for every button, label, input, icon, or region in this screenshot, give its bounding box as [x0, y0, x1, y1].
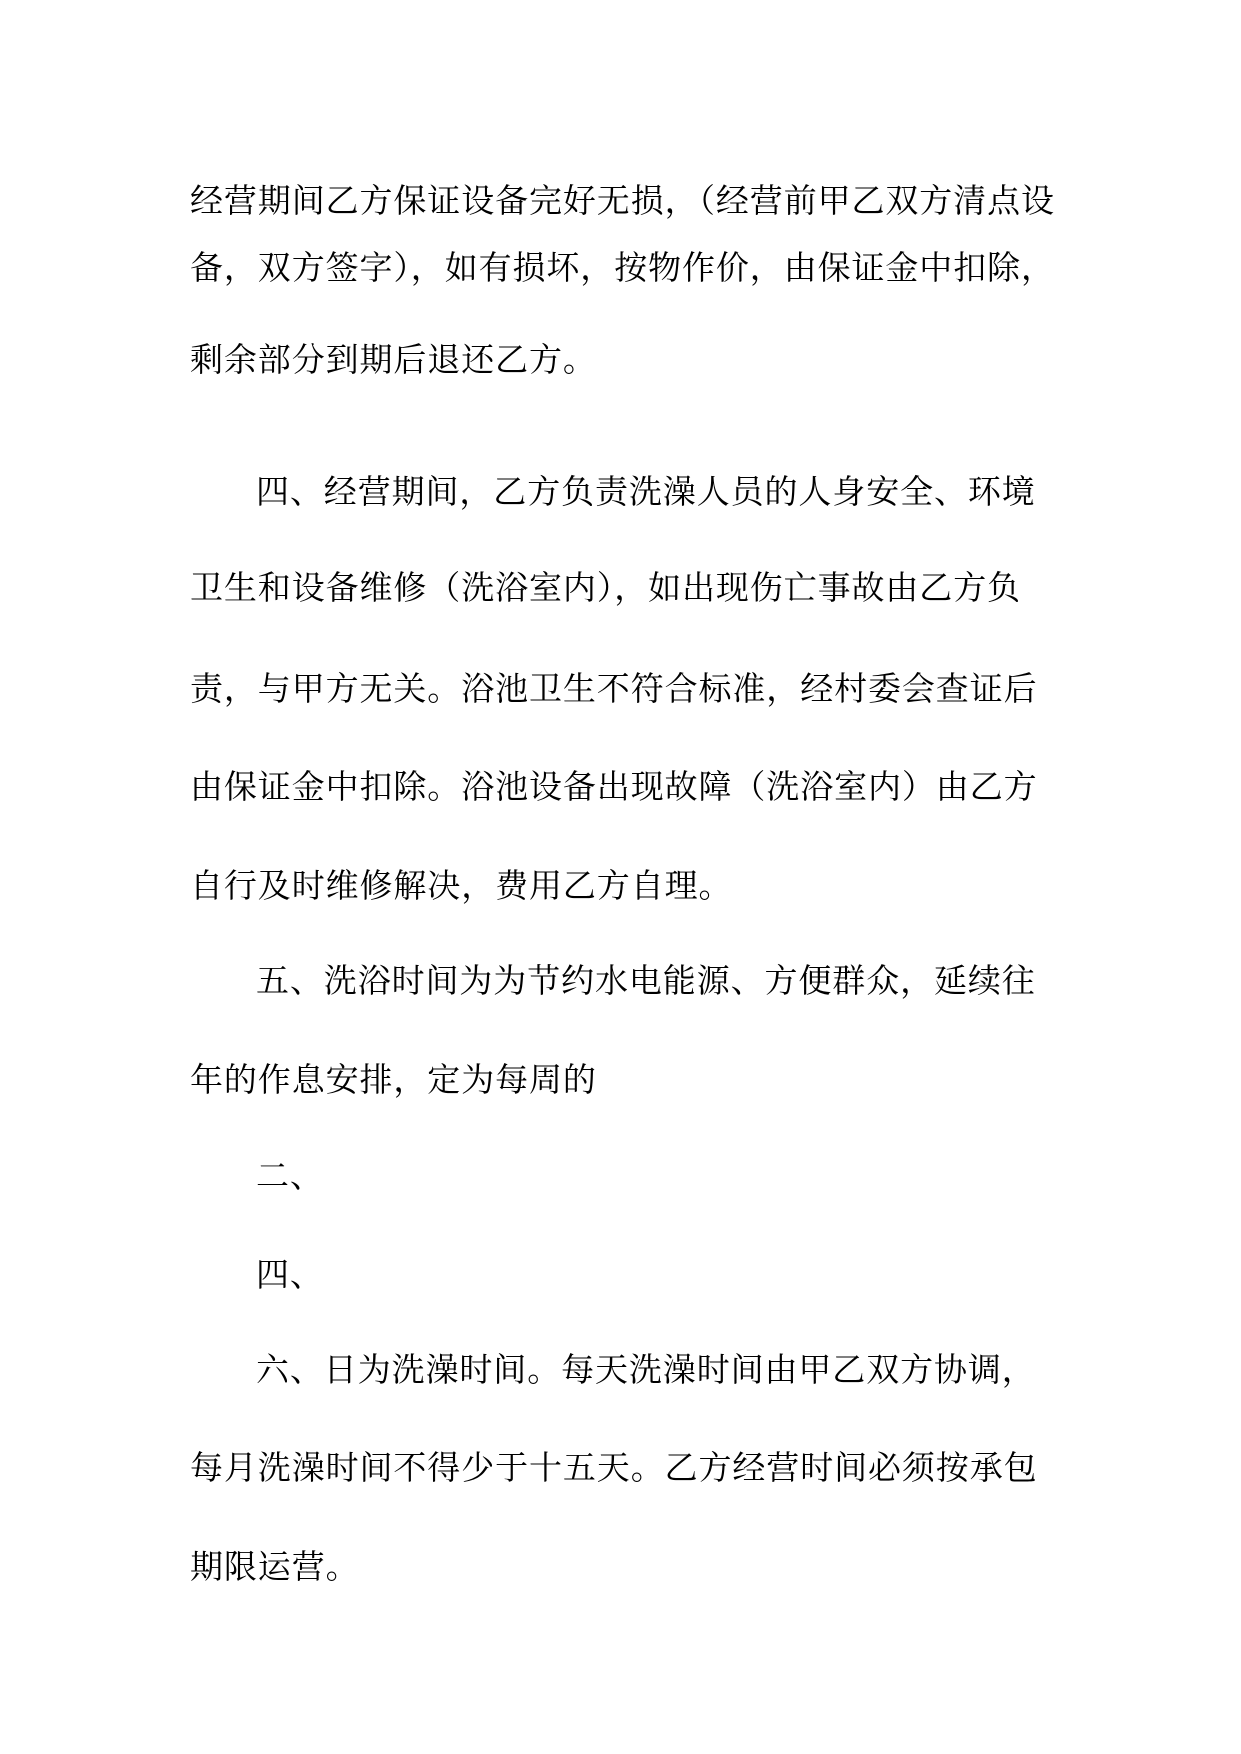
text-line: 自行及时维修解决，费用乙方自理。	[190, 866, 733, 905]
text-line: 经营期间乙方保证设备完好无损，（经营前甲乙双方清点设	[190, 181, 1055, 220]
paragraph-six-start: 六、日为洗澡时间。每天洗澡时间由甲乙双方协调，	[256, 1350, 1036, 1389]
text-line: 卫生和设备维修（洗浴室内），如出现伤亡事故由乙方负	[190, 568, 1021, 607]
text-line: 备，双方签字），如有损坏，按物作价，由保证金中扣除，	[190, 248, 1055, 287]
text-line: 年的作息安排，定为每周的	[190, 1060, 597, 1099]
text-line: 由保证金中扣除。浴池设备出现故障（洗浴室内）由乙方	[190, 767, 1038, 806]
list-item-four: 四、	[256, 1255, 324, 1294]
text-line: 剩余部分到期后退还乙方。	[190, 340, 597, 379]
paragraph-four-start: 四、经营期间，乙方负责洗澡人员的人身安全、环境	[256, 472, 1036, 511]
text-line: 每月洗澡时间不得少于十五天。乙方经营时间必须按承包	[190, 1448, 1038, 1487]
paragraph-five-start: 五、洗浴时间为为节约水电能源、方便群众，延续往	[256, 961, 1036, 1000]
text-line: 责，与甲方无关。浴池卫生不符合标准，经村委会查证后	[190, 669, 1038, 708]
list-item-two: 二、	[256, 1156, 324, 1195]
text-line: 期限运营。	[190, 1547, 360, 1586]
